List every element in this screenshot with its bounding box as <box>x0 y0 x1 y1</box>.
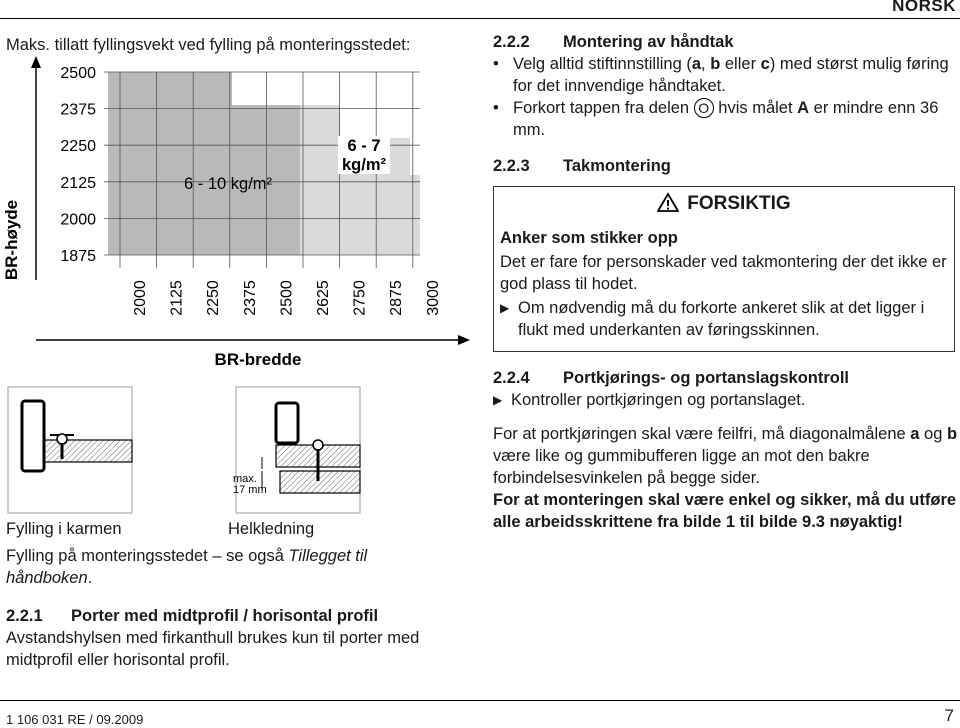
dim-max: max. <box>233 473 257 485</box>
site-fill-note <box>6 545 426 589</box>
sec224-number: 2.2.4 <box>493 369 530 387</box>
caution-action: ▶ Om nødvendig må du forkorte ankeret slik at det ligger i flukt med underkanten av føringsskinnen. <box>500 299 925 339</box>
sec222-title: Montering av håndtak <box>563 33 734 51</box>
x-tick-label: 2875 <box>388 280 406 316</box>
note-end: . <box>87 569 93 587</box>
document-number: 1 106 031 RE / 09.2009 <box>6 712 144 727</box>
footer-rule <box>0 700 960 701</box>
caution-subtitle: Anker som stikker opp <box>500 229 678 247</box>
caution-text: Det er fare for personskader ved takmontering der det ikke er god plass til hodet. <box>500 253 947 293</box>
part-o-symbol: O <box>694 98 714 118</box>
y-tick-label: 2000 <box>60 211 96 229</box>
x-tick-label: 2500 <box>278 280 296 316</box>
action-arrow-icon: ▶ <box>500 301 510 315</box>
region1-label: 6 - 10 kg/m² <box>183 175 273 193</box>
x-tick-label: 2125 <box>168 280 186 316</box>
action-arrow-icon: ▶ <box>493 393 503 407</box>
x-tick-label: 2625 <box>315 280 332 316</box>
region2-label-top: 6 - 7 <box>347 137 381 155</box>
page-number: 7 <box>944 706 954 725</box>
warning-triangle-icon <box>657 192 679 212</box>
caption-full-cladding: Helkledning <box>228 520 315 538</box>
region-6-7 <box>300 105 420 255</box>
dim-17mm: 17 mm <box>233 484 267 496</box>
x-tick-label: 2000 <box>132 280 149 316</box>
header-rule <box>0 18 960 19</box>
sec223-title: Takmontering <box>563 157 671 175</box>
sec223-number: 2.2.3 <box>493 157 530 175</box>
sec221-title: Porter med midtprofil / horisontal profil <box>71 607 379 625</box>
language-label: NORSK <box>892 0 956 15</box>
note-text: Fylling på monteringsstedet – se også <box>6 547 289 565</box>
sec224-paragraph-2: For at monteringen skal være enkel og sikker, må du utføre alle arbeidsskrittene fra bilde 1 til bilde 9.3 nøyaktig! <box>493 491 957 531</box>
frame-fill-drawing <box>8 387 132 513</box>
sec222-bullet-1: • Velg alltid stiftinnstilling (a, b eller c) med størst mulig føring for det innvendige håndtaket. <box>493 55 949 95</box>
sec222-number: 2.2.2 <box>493 33 530 51</box>
sec224-paragraph-1: For at portkjøringen skal være feilfri, må diagonalmålene a og b være like og gummibufferen ligge an mot den bakre forbindelsesvinkelen på begge sider. <box>493 425 958 487</box>
x-axis-label: BR-bredde <box>214 350 302 369</box>
x-tick-label: 3000 <box>424 280 442 316</box>
y-tick-label: 1875 <box>60 248 96 265</box>
chart-title: Maks. tillatt fyllingsvekt ved fylling på monteringsstedet: <box>6 36 411 54</box>
y-tick-label: 2250 <box>60 138 96 156</box>
profile-drawings <box>0 385 480 515</box>
sec224-action: ▶ Kontroller portkjøringen og portanslaget. <box>493 391 806 409</box>
sec224-title: Portkjørings- og portanslagskontroll <box>563 369 850 387</box>
y-tick-label: 2125 <box>60 174 96 192</box>
caution-box <box>493 186 955 352</box>
sec221-number: 2.2.1 <box>6 607 43 625</box>
y-axis-label: BR-høyde <box>2 199 21 281</box>
x-tick-label: 2250 <box>205 280 223 316</box>
region-6-10 <box>108 72 300 255</box>
weight-chart <box>0 50 480 380</box>
caution-header <box>494 187 954 221</box>
y-tick-label: 2500 <box>60 65 96 82</box>
caution-title: FORSIKTIG <box>687 193 791 214</box>
sec222-bullet-2: • Forkort tappen fra delen O hvis målet A er mindre enn 36 mm. <box>493 99 939 139</box>
x-tick-label: 2750 <box>351 280 369 316</box>
region2-label-bottom: kg/m² <box>341 156 387 174</box>
x-tick-label: 2375 <box>241 280 259 316</box>
note-italic: Tillegget til håndboken <box>6 547 368 587</box>
sec221-body: Avstandshylsen med firkanthull brukes kun til porter med midtprofil eller horisontal profil. <box>6 629 420 669</box>
y-tick-label: 2375 <box>60 101 96 119</box>
caption-frame-fill: Fylling i karmen <box>6 520 122 538</box>
full-cladding-drawing <box>233 387 360 513</box>
